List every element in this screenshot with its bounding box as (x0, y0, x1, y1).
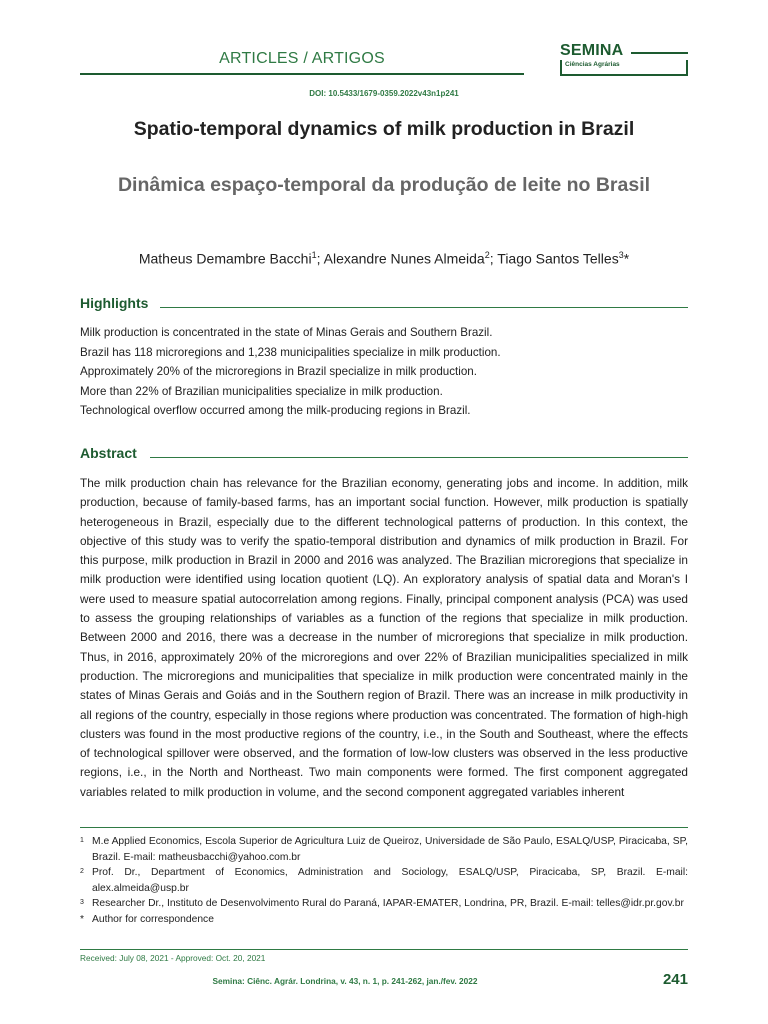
footnote-text: Researcher Dr., Instituto de Desenvolvimento Rural do Paraná, IAPAR-EMATER, Londrina, PR, Brazil. E-mail: telles@idr.pr.gov.br (92, 898, 684, 909)
footnote (80, 912, 688, 928)
highlight-item: Milk production is concentrated in the state of Minas Gerais and Southern Brazil. (80, 326, 493, 339)
page-number: 241 (662, 971, 688, 988)
journal-logo-name: SEMINA (560, 42, 624, 59)
author-affiliation-mark: 3 (618, 250, 624, 260)
journal-citation: Semina: Ciênc. Agrár. Londrina, v. 43, n. 1, p. 241-262, jan./fev. 2022 (212, 976, 478, 986)
highlight-item: Brazil has 118 microregions and 1,238 municipalities specialize in milk production. (80, 345, 501, 359)
abstract-heading: Abstract (80, 445, 137, 461)
highlights-heading: Highlights (80, 295, 149, 311)
footnotes (80, 827, 688, 927)
footnote-text: Prof. Dr., Department of Economics, Administration and Sociology, ESALQ/USP, Piracicaba, SP, Brazil. E-mail: alex.almeida@usp.br (92, 867, 688, 894)
highlight-item: Technological overflow occurred among the milk-producing regions in Brazil. (80, 404, 471, 418)
corresponding-author-mark: * (623, 250, 630, 267)
abstract-rule (150, 457, 688, 458)
footnote-text: M.e Applied Economics, Escola Superior de Agricultura Luiz de Queiroz, Universidade de São Paulo, ESALQ/USP, Piracicaba, SP, Brazil. E-mail: matheusbacchi@yahoo.com.br (92, 836, 688, 863)
section-label: ARTICLES / ARTIGOS (219, 50, 385, 67)
footnote-mark: 3 (80, 899, 84, 906)
footnote (80, 896, 688, 912)
author-list (80, 250, 688, 267)
journal-logo (560, 42, 688, 78)
highlights-list (80, 323, 688, 421)
author-separator: ; (316, 250, 324, 267)
author-affiliation-mark: 1 (311, 250, 317, 260)
highlights-rule (160, 307, 688, 308)
footnote-mark: * (80, 913, 85, 925)
header-divider (80, 73, 524, 75)
received-approved-dates: Received: July 08, 2021 - Approved: Oct. 20, 2021 (80, 953, 266, 963)
highlight-item: More than 22% of Brazilian municipalities specialize in milk production. (80, 384, 443, 398)
journal-logo-box (560, 60, 688, 76)
highlights-header (80, 295, 688, 313)
footnote (80, 834, 688, 865)
journal-logo-subtitle: Ciências Agrárias (565, 61, 620, 68)
journal-logo-line (631, 52, 688, 54)
footnote (80, 865, 688, 896)
abstract-body: The milk production chain has relevance for the Brazilian economy, generating jobs and income. In addition, milk production, because of family-based farms, has an important social function. However, milk production is spatially heterogeneous in Brazil, especially due to the different technological patterns of production. In this context, the objective of this study was to verify the spatio-temporal distribution and dynamics of milk production in Brazil. For this purpose, milk production in Brazil in 2000 and 2016 was analyzed. The Brazilian microregions that specialize in milk production were identified using location quotient (LQ). An exploratory analysis of spatial data and Moran's I were used to measure spatial autocorrelation among regions. Finally, principal component analysis (PCA) was used to assess the grouping relationships of variables as a function of the regions that specialize in milk production. Between 2000 and 2016, there was a decrease in the number of microregions that specialize in milk production. Thus, in 2016, approximately 20% of the microregions and over 22% of Brazilian municipalities specialized in milk production. The microregions and municipalities that specialize in milk production were concentrated mainly in the states of Minas Gerais and Goiás and in the Southern region of Brazil. There was an increase in milk productivity in all regions of the country, especially in those regions where production was concentrated. The formation of high-high clusters was found in the most productive regions of the country, i.e., in the South and Southeast, where the effects of technological spillover were observed, and the formation of low-low clusters was observed in the less productive regions, i.e., in the North and Northeast. Two main components were formed. The first component aggregated variables related to milk production in volume, and the second component aggregated variables inherent (80, 476, 688, 799)
footnote-text: Author for correspondence (92, 913, 214, 925)
doi-link[interactable]: DOI: 10.5433/1679-0359.2022v43n1p241 (309, 89, 459, 98)
abstract-header (80, 445, 688, 463)
author-affiliation-mark: 2 (484, 250, 490, 260)
author-name: Alexandre Nunes Almeida (323, 250, 485, 267)
footnote-mark: 2 (80, 868, 84, 875)
author-name: Matheus Demambre Bacchi (138, 250, 312, 267)
footer-divider (80, 949, 688, 950)
highlight-item: Approximately 20% of the microregions in Brazil specialize in milk production. (80, 365, 477, 379)
article-title-english: Spatio-temporal dynamics of milk production in Brazil (133, 118, 635, 140)
footnote-mark: 1 (80, 837, 84, 844)
author-name: Tiago Santos Telles (497, 250, 619, 267)
article-title-portuguese: Dinâmica espaço-temporal da produção de leite no Brasil (117, 174, 651, 196)
author-separator: ; (489, 250, 498, 267)
